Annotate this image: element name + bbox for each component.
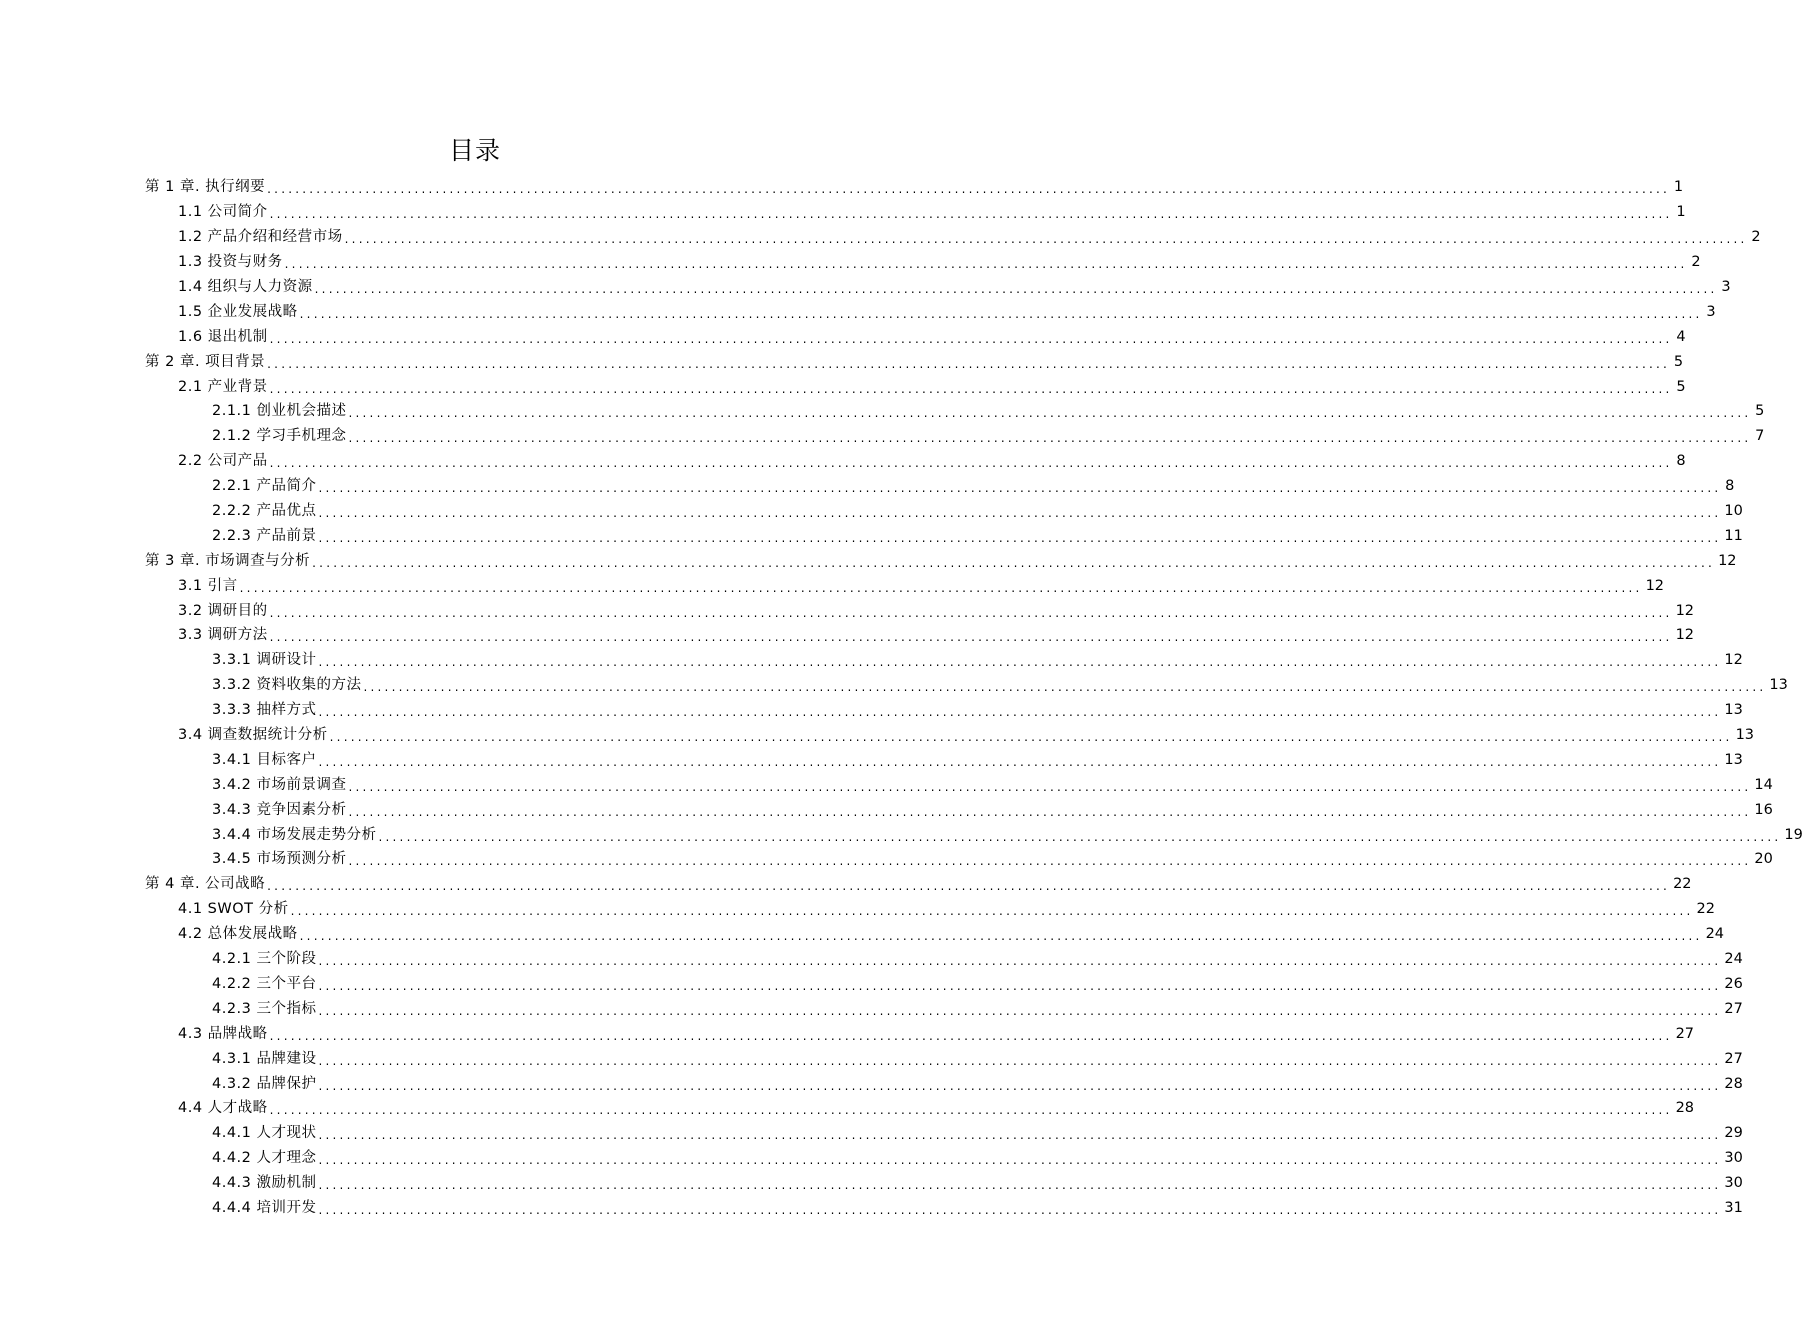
toc-entry[interactable]	[0, 996, 1743, 1021]
toc-entry-page-number: 7	[1755, 428, 1765, 445]
toc-entry-label: 第 2 章. 项目背景	[145, 353, 266, 370]
dot-leader: ........................................................................................................................................................................................................	[318, 1078, 1722, 1093]
toc-entry-page-number: 16	[1754, 801, 1773, 818]
toc-entry-label: 1.2 产品介绍和经营市场	[178, 229, 343, 246]
toc-entry-label: 4.2 总体发展战略	[178, 926, 298, 943]
dot-leader: ........................................................................................................................................................................................................	[348, 431, 1752, 446]
toc-entry-label: 第 3 章. 市场调查与分析	[145, 552, 311, 569]
dot-leader: ........................................................................................................................................................................................................	[348, 854, 1752, 869]
toc-entry-label: 4.4.3 激励机制	[212, 1175, 317, 1192]
toc-entry-label: 4.1 SWOT 分析	[178, 901, 289, 918]
toc-entry[interactable]	[0, 723, 1755, 748]
toc-entry[interactable]	[0, 847, 1773, 872]
toc-entry-label: 3.4.2 市场前景调查	[212, 776, 347, 793]
toc-entry-label: 2.2.2 产品优点	[212, 503, 317, 520]
dot-leader: ........................................................................................................................................................................................................	[284, 257, 1688, 272]
toc-entry-page-number: 1	[1676, 204, 1686, 221]
dot-leader: ........................................................................................................................................................................................................	[318, 1202, 1722, 1217]
toc-entry[interactable]	[0, 623, 1695, 648]
toc-entry-page-number: 13	[1769, 677, 1788, 694]
toc-entry-page-number: 12	[1724, 652, 1743, 669]
dot-leader: ........................................................................................................................................................................................................	[312, 555, 1716, 570]
toc-entry-page-number: 2	[1691, 254, 1701, 271]
toc-entry[interactable]	[0, 225, 1761, 250]
toc-entry-page-number: 28	[1675, 1100, 1695, 1117]
toc-entry-page-number: 12	[1645, 577, 1665, 594]
toc-entry-page-number: 31	[1724, 1199, 1743, 1216]
dot-leader: ........................................................................................................................................................................................................	[269, 605, 1673, 620]
toc-entry-label: 4.2.3 三个指标	[212, 1000, 317, 1017]
toc-entry[interactable]	[0, 1121, 1743, 1146]
toc-entry-label: 2.1.1 创业机会描述	[212, 403, 347, 420]
toc-entry-page-number: 1	[1673, 179, 1684, 196]
toc-entry-page-number: 27	[1724, 1050, 1743, 1067]
toc-entry-label: 4.3 品牌战略	[178, 1025, 268, 1042]
toc-entry-label: 4.2.2 三个平台	[212, 975, 317, 992]
toc-entry-page-number: 12	[1718, 552, 1737, 569]
dot-leader: ........................................................................................................................................................................................................	[318, 1128, 1722, 1143]
toc-entry[interactable]	[0, 573, 1665, 598]
dot-leader: ........................................................................................................................................................................................................	[318, 481, 1722, 496]
toc-entry-label: 4.3.1 品牌建设	[212, 1050, 317, 1067]
toc-entry[interactable]	[0, 648, 1743, 673]
toc-entry[interactable]	[0, 698, 1743, 723]
dot-leader: ........................................................................................................................................................................................................	[329, 730, 1733, 745]
toc-entry-page-number: 8	[1676, 453, 1686, 470]
toc-entry[interactable]	[0, 972, 1743, 997]
toc-entry-label: 3.3 调研方法	[178, 627, 268, 644]
toc-entry-page-number: 30	[1724, 1150, 1743, 1167]
toc-entry[interactable]	[0, 1196, 1743, 1221]
dot-leader: ........................................................................................................................................................................................................	[348, 406, 1752, 421]
table-of-contents	[0, 175, 1803, 1220]
toc-entry[interactable]	[0, 449, 1686, 474]
toc-entry-page-number: 2	[1751, 229, 1761, 246]
toc-entry-label: 4.4.4 培训开发	[212, 1199, 317, 1216]
toc-entry[interactable]	[0, 947, 1743, 972]
dot-leader: ........................................................................................................................................................................................................	[269, 630, 1673, 645]
toc-entry[interactable]	[0, 673, 1788, 698]
toc-entry[interactable]	[0, 822, 1803, 847]
toc-entry-page-number: 28	[1724, 1075, 1743, 1092]
toc-entry[interactable]	[0, 897, 1715, 922]
dot-leader: ........................................................................................................................................................................................................	[348, 804, 1752, 819]
toc-entry-page-number: 27	[1724, 1000, 1743, 1017]
dot-leader: ........................................................................................................................................................................................................	[318, 978, 1722, 993]
toc-entry-label: 4.2.1 三个阶段	[212, 951, 317, 968]
toc-entry[interactable]	[0, 175, 1684, 200]
toc-entry-label: 3.3.3 抽样方式	[212, 702, 317, 719]
toc-entry[interactable]	[0, 324, 1686, 349]
toc-entry-label: 4.3.2 品牌保护	[212, 1075, 317, 1092]
toc-entry[interactable]	[0, 250, 1701, 275]
toc-entry-page-number: 13	[1724, 751, 1743, 768]
dot-leader: ........................................................................................................................................................................................................	[269, 207, 1673, 222]
dot-leader: ........................................................................................................................................................................................................	[267, 182, 1671, 197]
toc-entry-page-number: 5	[1676, 378, 1686, 395]
dot-leader: ........................................................................................................................................................................................................	[318, 655, 1722, 670]
toc-entry-page-number: 8	[1725, 478, 1735, 495]
toc-entry-page-number: 24	[1724, 951, 1743, 968]
dot-leader: ........................................................................................................................................................................................................	[290, 904, 1694, 919]
toc-entry-page-number: 14	[1754, 776, 1773, 793]
dot-leader: ........................................................................................................................................................................................................	[299, 306, 1703, 321]
toc-entry-label: 1.4 组织与人力资源	[178, 279, 313, 295]
dot-leader: ........................................................................................................................................................................................................	[378, 829, 1782, 844]
toc-entry[interactable]	[0, 200, 1686, 225]
dot-leader: ........................................................................................................................................................................................................	[269, 1103, 1673, 1118]
toc-entry-label: 3.4.4 市场发展走势分析	[212, 826, 377, 843]
dot-leader: ........................................................................................................................................................................................................	[239, 580, 1643, 595]
toc-entry-page-number: 3	[1706, 303, 1716, 320]
toc-entry-page-number: 12	[1675, 627, 1695, 644]
toc-entry-page-number: 30	[1724, 1175, 1743, 1192]
dot-leader: ........................................................................................................................................................................................................	[348, 779, 1752, 794]
toc-entry-page-number: 24	[1705, 926, 1725, 943]
toc-entry-label: 第 1 章. 执行纲要	[145, 179, 266, 196]
toc-entry[interactable]	[0, 772, 1773, 797]
toc-entry[interactable]	[0, 399, 1765, 424]
toc-entry-page-number: 19	[1784, 826, 1803, 843]
toc-entry-page-number: 26	[1724, 975, 1743, 992]
toc-entry[interactable]	[0, 1171, 1743, 1196]
dot-leader: ........................................................................................................................................................................................................	[318, 754, 1722, 769]
dot-leader: ........................................................................................................................................................................................................	[318, 1053, 1722, 1068]
toc-entry-label: 3.3.2 资料收集的方法	[212, 677, 362, 694]
toc-entry-label: 3.2 调研目的	[178, 602, 268, 619]
toc-entry[interactable]	[0, 1096, 1695, 1121]
toc-entry[interactable]	[0, 424, 1765, 449]
toc-entry-label: 3.4.1 目标客户	[212, 751, 317, 768]
dot-leader: ........................................................................................................................................................................................................	[269, 381, 1673, 396]
toc-entry[interactable]	[0, 299, 1716, 324]
toc-entry[interactable]	[0, 1046, 1743, 1071]
toc-entry[interactable]	[0, 474, 1735, 499]
toc-entry-page-number: 22	[1673, 876, 1692, 893]
toc-entry-label: 4.4.1 人才现状	[212, 1125, 317, 1142]
dot-leader: ........................................................................................................................................................................................................	[299, 929, 1703, 944]
toc-entry[interactable]	[0, 275, 1731, 300]
toc-entry-label: 3.4.3 竞争因素分析	[212, 801, 347, 818]
dot-leader: ........................................................................................................................................................................................................	[344, 232, 1748, 247]
toc-entry-page-number: 12	[1675, 602, 1695, 619]
toc-entry[interactable]	[0, 499, 1743, 524]
toc-entry-page-number: 4	[1676, 328, 1686, 345]
dot-leader: ........................................................................................................................................................................................................	[318, 1153, 1722, 1168]
toc-entry[interactable]	[0, 922, 1725, 947]
dot-leader: ........................................................................................................................................................................................................	[267, 356, 1671, 371]
page-title: 目录	[448, 136, 501, 165]
dot-leader: ........................................................................................................................................................................................................	[318, 1003, 1722, 1018]
dot-leader: ........................................................................................................................................................................................................	[269, 456, 1673, 471]
dot-leader: ........................................................................................................................................................................................................	[314, 282, 1718, 296]
toc-entry-label: 2.2.3 产品前景	[212, 527, 317, 544]
toc-entry[interactable]	[0, 548, 1737, 573]
toc-entry-page-number: 20	[1754, 851, 1773, 868]
toc-entry-page-number: 13	[1724, 702, 1743, 719]
toc-entry-label: 4.4 人才战略	[178, 1100, 268, 1117]
toc-entry-page-number: 22	[1696, 901, 1715, 918]
dot-leader: ........................................................................................................................................................................................................	[318, 506, 1722, 521]
dot-leader: ........................................................................................................................................................................................................	[363, 680, 1767, 695]
toc-entry-label: 2.2.1 产品简介	[212, 478, 317, 495]
dot-leader: ........................................................................................................................................................................................................	[318, 530, 1722, 545]
dot-leader: ........................................................................................................................................................................................................	[318, 954, 1722, 969]
toc-entry-page-number: 5	[1755, 403, 1765, 420]
toc-entry-page-number: 29	[1724, 1125, 1743, 1142]
toc-entry-label: 1.1 公司简介	[178, 204, 268, 221]
dot-leader: ........................................................................................................................................................................................................	[318, 1178, 1722, 1193]
toc-entry[interactable]	[0, 374, 1686, 399]
toc-entry-page-number: 13	[1735, 727, 1755, 744]
toc-entry-label: 1.3 投资与财务	[178, 254, 283, 271]
toc-entry[interactable]	[0, 523, 1743, 548]
toc-entry[interactable]	[0, 349, 1684, 374]
dot-leader: ........................................................................................................................................................................................................	[269, 1028, 1673, 1043]
toc-entry[interactable]	[0, 872, 1692, 897]
toc-entry-label: 1.5 企业发展战略	[178, 303, 298, 320]
toc-entry-label: 2.1.2 学习手机理念	[212, 428, 347, 445]
dot-leader: ........................................................................................................................................................................................................	[318, 705, 1722, 720]
toc-entry-label: 2.1 产业背景	[178, 378, 268, 395]
toc-entry-page-number: 10	[1724, 503, 1743, 520]
dot-leader: ........................................................................................................................................................................................................	[269, 331, 1673, 346]
toc-entry[interactable]	[0, 797, 1773, 822]
toc-entry-label: 3.4.5 市场预测分析	[212, 851, 347, 868]
toc-entry-page-number: 27	[1675, 1025, 1695, 1042]
toc-entry[interactable]	[0, 1146, 1743, 1171]
toc-entry-page-number: 3	[1721, 279, 1731, 295]
toc-entry-label: 1.6 退出机制	[178, 328, 268, 345]
toc-entry-label: 4.4.2 人才理念	[212, 1150, 317, 1167]
toc-entry-label: 2.2 公司产品	[178, 453, 268, 470]
dot-leader: ........................................................................................................................................................................................................	[267, 879, 1671, 894]
toc-entry-label: 3.3.1 调研设计	[212, 652, 317, 669]
toc-entry[interactable]	[0, 1021, 1695, 1046]
toc-entry-page-number: 11	[1724, 527, 1743, 544]
toc-entry-label: 3.4 调查数据统计分析	[178, 727, 328, 744]
toc-entry[interactable]	[0, 598, 1695, 623]
toc-entry-page-number: 5	[1673, 353, 1684, 370]
toc-entry[interactable]	[0, 1071, 1743, 1096]
toc-entry-label: 第 4 章. 公司战略	[145, 876, 266, 893]
toc-entry[interactable]	[0, 747, 1743, 772]
toc-entry-label: 3.1 引言	[178, 577, 238, 594]
